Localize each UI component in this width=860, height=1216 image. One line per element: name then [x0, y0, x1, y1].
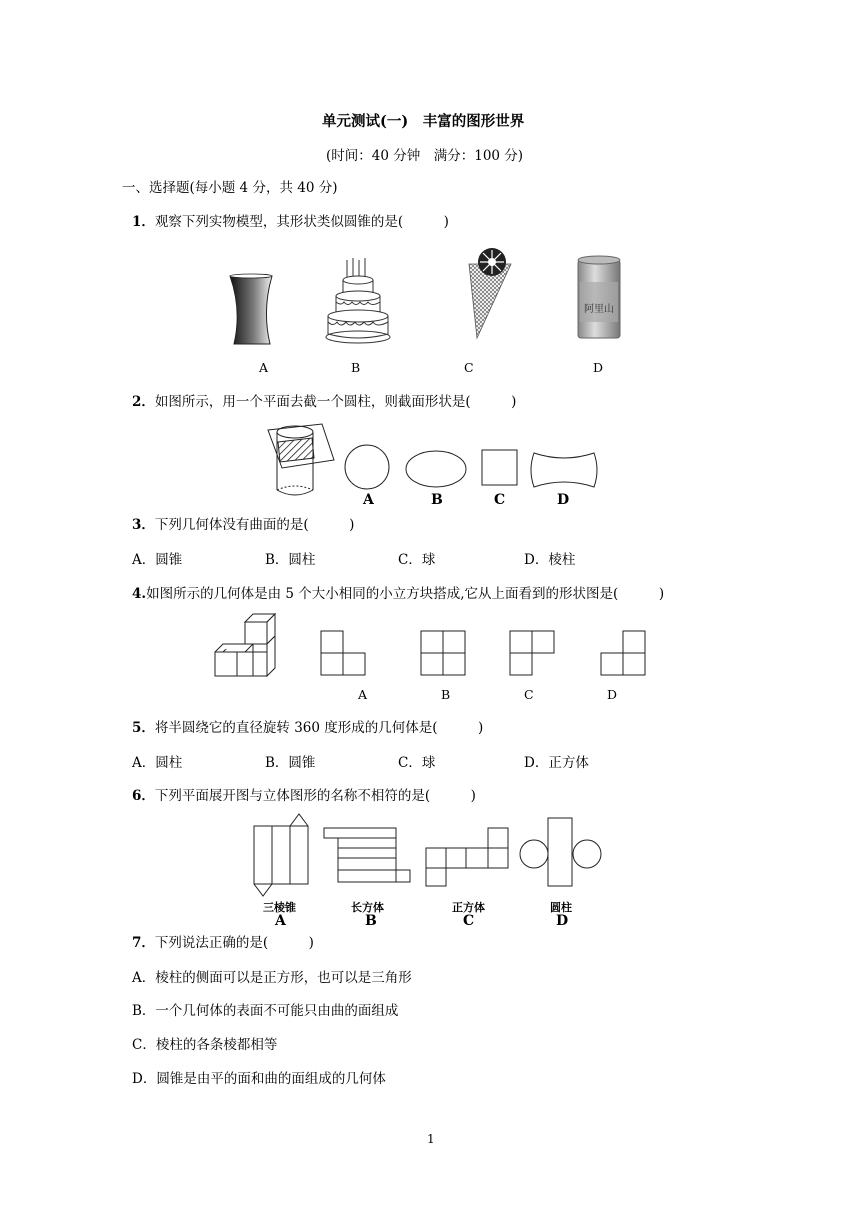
page-title: 单元测试(一) 丰富的图形世界: [322, 113, 525, 130]
q4-option-c-figure: [509, 630, 557, 676]
question-text: 将半圆绕它的直径旋转 360 度形成的几何体是( ): [154, 720, 484, 736]
q3-option-a: A．圆锥: [132, 552, 183, 568]
question-5: [132, 722, 483, 736]
net-name-d: 圆柱: [550, 901, 572, 914]
q4-label-d: D: [607, 687, 618, 702]
canister-figure: [576, 254, 622, 342]
question-number: 4.: [132, 586, 147, 602]
page-number: 1: [427, 1132, 435, 1146]
q3-option-b: B．圆柱: [265, 552, 316, 568]
question-text: 下列几何体没有曲面的是( ): [154, 517, 355, 533]
question-6: [132, 790, 476, 804]
square-shape: [481, 449, 519, 487]
ice-cream-cone-figure: [463, 248, 519, 340]
q6-label-d: D: [556, 913, 569, 929]
net-c-figure: [424, 826, 510, 888]
question-number: 2．: [132, 394, 155, 410]
q5-option-a: A．圆柱: [132, 755, 183, 771]
question-number: 3．: [132, 517, 155, 533]
q4-option-a-figure: [320, 630, 366, 676]
question-text: 下列平面展开图与立体图形的名称不相符的是( ): [154, 788, 476, 804]
q1-label-b: B: [351, 360, 361, 375]
cake-figure: [325, 258, 391, 344]
net-b-figure: [322, 826, 414, 886]
q4-option-b-figure: [420, 630, 466, 676]
q5-option-c: C．球: [398, 755, 436, 771]
q4-label-b: B: [441, 687, 451, 702]
q4-label-c: C: [524, 687, 534, 702]
question-number: 7．: [132, 935, 155, 951]
net-d-figure: [518, 816, 604, 888]
q4-label-a: A: [358, 687, 368, 702]
q6-label-a: A: [275, 913, 286, 929]
q3-option-d: D．棱柱: [524, 552, 576, 568]
question-1: [132, 216, 449, 230]
barrel-shape: [530, 451, 598, 489]
q7-option-b: B．一个几何体的表面不可能只由曲的面组成: [132, 1003, 399, 1019]
question-text: 观察下列实物模型，其形状类似圆锥的是( ): [154, 214, 449, 230]
q5-option-b: B．圆锥: [265, 755, 316, 771]
net-name-a: 三棱锥: [263, 901, 296, 914]
question-number: 5．: [132, 720, 155, 736]
q1-label-c: C: [464, 360, 474, 375]
q2-label-a: A: [363, 492, 374, 508]
q3-option-c: C．球: [398, 552, 436, 568]
question-number: 1．: [132, 214, 155, 230]
q1-label-d: D: [593, 360, 604, 375]
question-number: 6．: [132, 788, 155, 804]
ellipse-shape: [405, 450, 467, 488]
question-4: [132, 588, 664, 602]
net-a-figure: [250, 812, 312, 898]
question-3: [132, 519, 354, 533]
q7-option-c: C．棱柱的各条棱都相等: [132, 1037, 278, 1053]
q1-label-a: A: [259, 360, 269, 375]
q6-label-c: C: [463, 913, 475, 929]
net-name-c: 正方体: [452, 901, 485, 914]
question-text: 下列说法正确的是( ): [154, 935, 314, 951]
section-heading: 一、选择题(每小题 4 分，共 40 分): [122, 180, 338, 196]
q2-label-d: D: [557, 492, 570, 508]
q2-label-b: B: [431, 492, 443, 508]
question-text: 如图所示的几何体是由 5 个大小相同的小立方块搭成,它从上面看到的形状图是( ): [146, 586, 665, 602]
vase-figure: [228, 274, 274, 346]
q7-option-a: A．棱柱的侧面可以是正方形，也可以是三角形: [132, 970, 412, 986]
circle-shape: [344, 444, 390, 490]
page-subtitle: (时间：40 分钟 满分：100 分): [326, 148, 524, 164]
q4-option-d-figure: [600, 630, 646, 676]
q5-option-d: D．正方体: [524, 755, 589, 771]
q6-label-b: B: [365, 913, 377, 929]
question-text: 如图所示，用一个平面去截一个圆柱，则截面形状是( ): [154, 394, 517, 410]
question-7: [132, 937, 314, 951]
cube-stack-figure: [213, 612, 277, 678]
cylinder-cut-figure: [264, 420, 344, 500]
net-name-b: 长方体: [351, 901, 384, 914]
q7-option-d: D．圆锥是由平的面和曲的面组成的几何体: [132, 1071, 386, 1087]
question-2: [132, 396, 516, 410]
q2-label-c: C: [494, 492, 506, 508]
can-label-text: 阿里山: [584, 304, 614, 315]
